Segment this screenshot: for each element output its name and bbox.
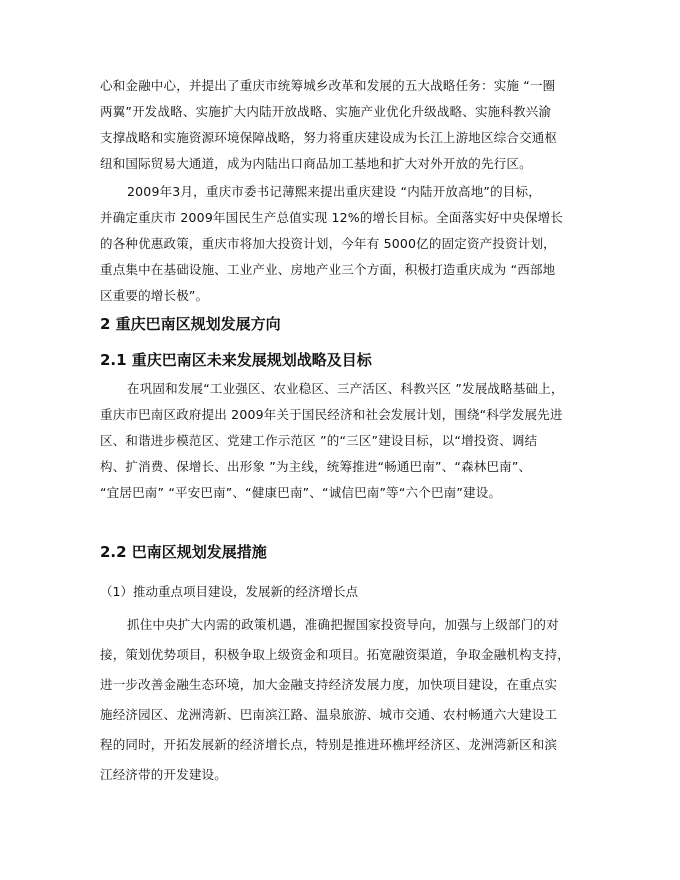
section-2-1-line-5: “宜居巴南” “平安巴南”、“健康巴南”、“诚信巴南”等“六个巴南”建设。	[100, 485, 502, 500]
section-2-heading: 2 重庆巴南区规划发展方向	[100, 315, 281, 333]
section-2-2-line-5: 程的同时，开拓发展新的经济增长点，特别是推进环樵坪经济区、龙洲湾新区和滨	[100, 737, 558, 752]
para2-line-5: 区重要的增长极”。	[100, 288, 209, 303]
para1-line-3: 支撑战略和实施资源环境保障战略，努力将重庆建设成为长江上游地区综合交通枢	[100, 130, 558, 145]
section-2-1-heading: 2.1 重庆巴南区未来发展规划战略及目标	[100, 351, 372, 369]
section-2-2-line-6: 江经济带的开发建设。	[100, 767, 228, 782]
section-2-1-line-1: 在巩固和发展“工业强区、农业稳区、三产活区、科教兴区 ”发展战略基础上，	[127, 381, 564, 396]
section-2-2-line-4: 施经济园区、龙洲湾新、巴南滨江路、温泉旅游、城市交通、农村畅通六大建设工	[100, 707, 558, 722]
para2-line-3: 的各种优惠政策，重庆市将加大投资计划，今年有 5000亿的固定资产投资计划，	[100, 236, 556, 251]
section-2-1-line-4: 构、扩消费、保增长、出形象 ”为主线，统筹推进“畅通巴南”、“森林巴南”、	[100, 459, 532, 474]
para1-line-1: 心和金融中心，并提出了重庆市统筹城乡改革和发展的五大战略任务：实施 “一圈	[100, 78, 556, 93]
section-2-2-heading: 2.2 巴南区规划发展措施	[100, 543, 267, 561]
section-2-2-line-1: 抓住中央扩大内需的政策机遇，准确把握国家投资导向，加强与上级部门的对	[127, 617, 559, 632]
section-2-2-line-2: 接，策划优势项目，积极争取上级资金和项目。拓宽融资渠道，争取金融机构支持，	[100, 647, 570, 662]
para2-line-4: 重点集中在基础设施、工业产业、房地产业三个方面，积极打造重庆成为 “西部地	[100, 262, 556, 277]
para1-line-4: 纽和国际贸易大通道，成为内陆出口商品加工基地和扩大对外开放的先行区。	[100, 156, 532, 171]
section-2-1-line-3: 区、和谐进步模范区、党建工作示范区 ”的“三区”建设目标，以“增投资、调结	[100, 433, 538, 448]
para1-line-2: 两翼”开发战略、实施扩大内陆开放战略、实施产业优化升级战略、实施科教兴渝	[100, 104, 552, 119]
para2-line-2: 并确定重庆市 2009年国民生产总值实现 12%的增长目标。全面落实好中央保增长	[100, 210, 564, 225]
para2-line-1: 2009年3月，重庆市委书记薄熙来提出重庆建设 “内陆开放高地”的目标，	[127, 184, 541, 199]
section-2-2-line-3: 进一步改善金融生态环境，加大金融支持经济发展力度，加快项目建设，在重点实	[100, 677, 558, 692]
section-2-1-line-2: 重庆市巴南区政府提出 2009年关于国民经济和社会发展计划，围绕“科学发展先进	[100, 407, 563, 422]
section-2-2-subheading: （1）推动重点项目建设，发展新的经济增长点	[100, 584, 358, 599]
